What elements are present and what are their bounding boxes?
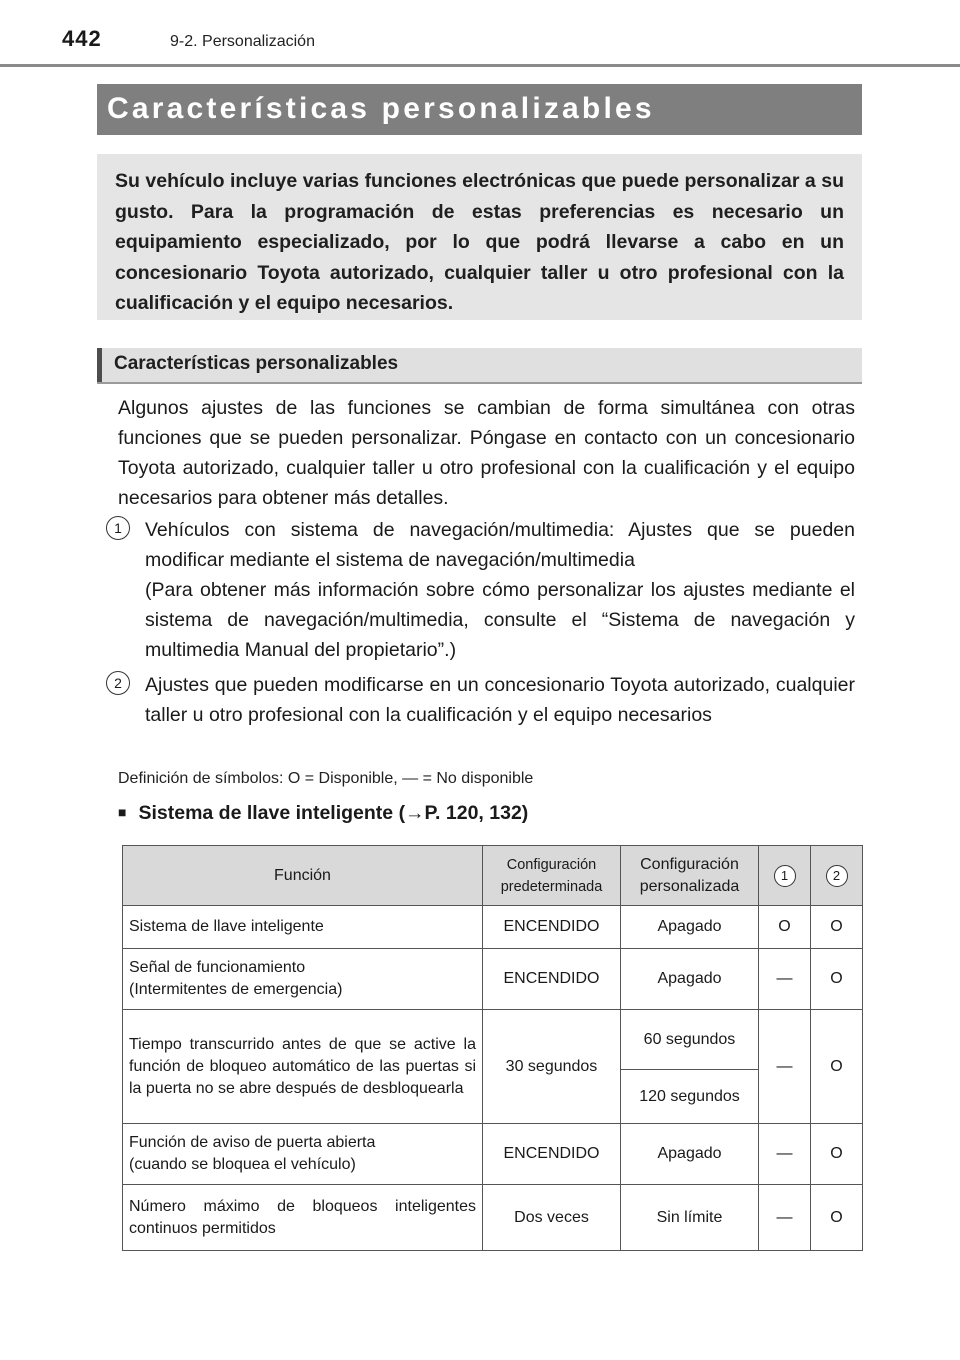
row-availability-2: O	[811, 1185, 863, 1251]
header-col-1	[759, 846, 811, 906]
marker-2-icon: 2	[826, 865, 848, 887]
row-default: ENCENDIDO	[483, 1124, 621, 1185]
smart-key-heading	[118, 802, 528, 825]
table-row	[123, 906, 863, 949]
subheading-band	[97, 348, 862, 384]
item-1-text: Vehículos con sistema de navegación/multimedia: Ajustes que se pueden modificar mediante el sistema de navegación/multimedia	[145, 519, 855, 571]
table-row	[123, 1124, 863, 1185]
row-default: Dos veces	[483, 1185, 621, 1251]
row-availability-1: —	[759, 1124, 811, 1185]
table-row	[123, 1010, 863, 1070]
header-custom: Configuración personalizada	[621, 846, 759, 906]
row-custom: 60 segundos	[621, 1010, 759, 1070]
marker-2-icon: 2	[106, 671, 130, 695]
body-paragraph: Algunos ajustes de las funciones se cambian de forma simultánea con otras funciones que se pueden personalizar. Póngase en contacto con un concesionario Toyota autorizado, cualquier taller u otro profesional con la cualificación y el equipo necesarios para obtener más detalles.	[118, 397, 855, 509]
row-availability-1: —	[759, 949, 811, 1010]
square-bullet-icon: ■	[118, 804, 127, 820]
row-default: 30 segundos	[483, 1010, 621, 1124]
subheading-accent-bar	[97, 348, 102, 382]
table-row	[123, 1185, 863, 1251]
table-header-row	[123, 846, 863, 906]
page-title: Características personalizables	[107, 92, 655, 125]
row-function: Tiempo transcurrido antes de que se active la función de bloqueo automático de las puertas si la puerta no se abre después de desbloquearla	[123, 1010, 483, 1124]
header-col-2	[811, 846, 863, 906]
item-1-note: (Para obtener más información sobre cómo personalizar los ajustes mediante el sistema de navegación/multimedia, consulte el “Sistema de navegación y multimedia Manual del propietario”.)	[145, 579, 855, 661]
row-availability-1: —	[759, 1010, 811, 1124]
row-availability-2: O	[811, 1010, 863, 1124]
row-function: Número máximo de bloqueos inteligentes continuos permitidos	[123, 1185, 483, 1251]
smart-key-heading-text: Sistema de llave inteligente (→P. 120, 132)	[138, 802, 529, 824]
page-number: 442	[62, 26, 102, 51]
header-function: Función	[123, 846, 483, 906]
intro-box	[97, 154, 862, 320]
symbols-definition: Definición de símbolos: O = Disponible, — = No disponible	[118, 770, 534, 787]
row-availability-2: O	[811, 949, 863, 1010]
table-row	[123, 949, 863, 1010]
header-default-label: Configuración predeterminada	[500, 856, 603, 895]
row-function	[123, 949, 483, 1010]
features-table	[122, 845, 863, 1251]
row-function-line: Señal de funcionamiento	[129, 959, 306, 976]
row-availability-1: O	[759, 906, 811, 949]
row-custom: Sin límite	[621, 1185, 759, 1251]
header-divider	[0, 64, 960, 67]
intro-text: Su vehículo incluye varias funciones electrónicas que puede personalizar a su gusto. Para la programación de estas preferencias es necesario un equipamiento especializado, por lo que podrá llevarse a cabo en un concesionario Toyota autorizado, cualquier taller u otro profesional con la cualificación y el equipo necesarios.	[115, 170, 844, 314]
section-label: 9-2. Personalización	[170, 33, 315, 50]
subheading: Características personalizables	[114, 353, 399, 374]
row-custom: Apagado	[621, 1124, 759, 1185]
marker-1-icon: 1	[774, 865, 796, 887]
title-band	[97, 84, 862, 135]
marker-1-icon: 1	[106, 516, 130, 540]
item-2-text: Ajustes que pueden modificarse en un concesionario Toyota autorizado, cualquier taller u otro profesional con la cualificación y el equipo necesarios	[145, 674, 855, 726]
row-custom: Apagado	[621, 949, 759, 1010]
header-default	[483, 846, 621, 906]
row-custom: Apagado	[621, 906, 759, 949]
row-function: Sistema de llave inteligente	[123, 906, 483, 949]
row-function-line: (Intermitentes de emergencia)	[129, 981, 343, 998]
row-default: ENCENDIDO	[483, 949, 621, 1010]
row-availability-1: —	[759, 1185, 811, 1251]
row-default: ENCENDIDO	[483, 906, 621, 949]
row-function-line: (cuando se bloquea el vehículo)	[129, 1156, 356, 1173]
row-function	[123, 1124, 483, 1185]
row-availability-2: O	[811, 1124, 863, 1185]
row-availability-2: O	[811, 906, 863, 949]
row-custom: 120 segundos	[621, 1070, 759, 1124]
row-function-line: Función de aviso de puerta abierta	[129, 1134, 376, 1151]
